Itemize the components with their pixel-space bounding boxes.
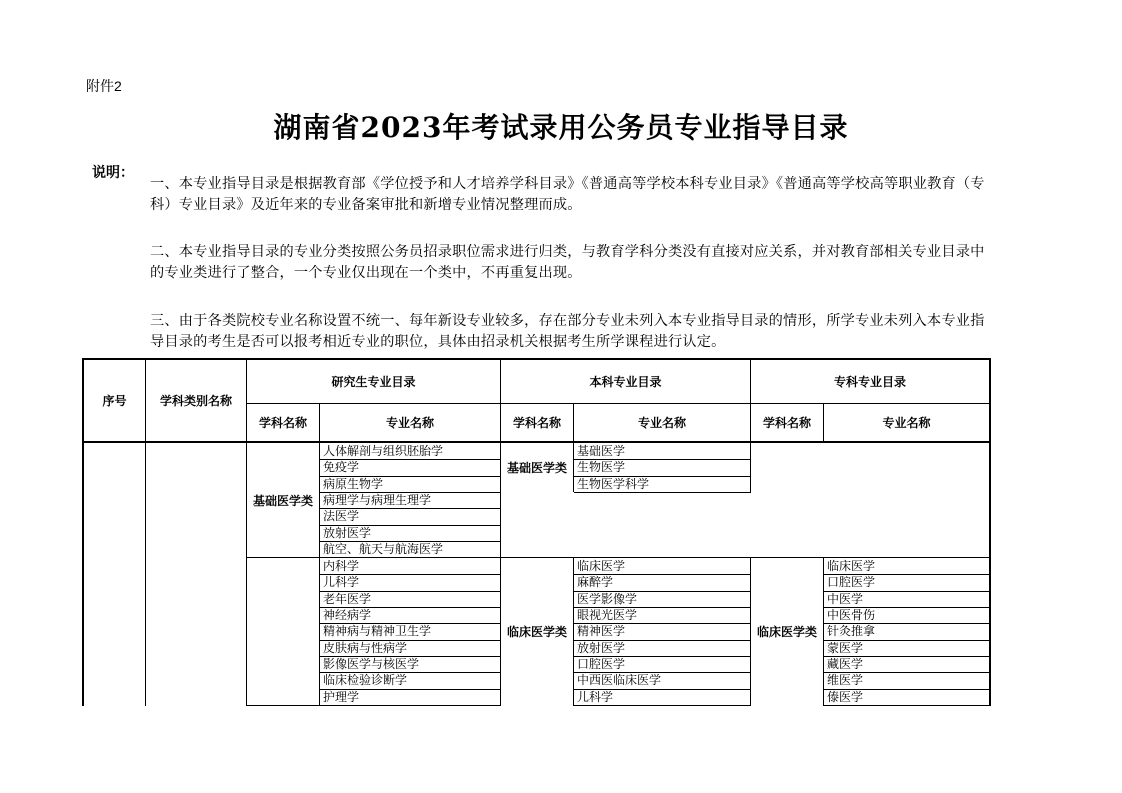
college-major-cell: 蒙医学 — [827, 640, 864, 655]
undergrad-major-cell: 儿科学 — [577, 689, 614, 704]
college-subject-line — [823, 558, 824, 706]
col-header-grad: 研究生专业目录 — [331, 375, 416, 389]
grad-major-cell: 神经病学 — [323, 608, 372, 622]
grad-subject-cell: 基础医学类 — [247, 443, 319, 557]
undergrad-major-cell: 精神医学 — [577, 624, 626, 639]
undergrad-major-cell: 放射医学 — [577, 640, 626, 655]
college-major-cell: 傣医学 — [827, 689, 864, 704]
grad-major-cell: 临床检验诊断学 — [323, 673, 408, 688]
grad-major-cell: 护理学 — [323, 689, 360, 704]
grad-major-cell: 病理学与病理生理学 — [323, 492, 432, 507]
grad-major-cell: 病原生物学 — [323, 476, 384, 491]
undergrad-subject-line — [573, 558, 574, 706]
note-paragraph-3: 三、由于各类院校专业名称设置不统一、每年新设专业较多，存在部分专业未列入本专业指导目录的情形，所学专业未列入本专业指导目录的考生是否可以报考相近专业的职位，具体由招录机关根据考生所学课程进行认定。 — [150, 313, 985, 350]
grad-major-cell: 影像医学与核医学 — [323, 656, 420, 671]
grad-major-cell: 放射医学 — [323, 525, 372, 540]
note-paragraph-2: 二、本专业指导目录的专业分类按照公务员招录职位需求进行归类，与教育学科分类没有直接对应关系，并对教育部相关专业目录中的专业类进行了整合，一个专业仅出现在一个类中，不再重复出现。 — [150, 244, 985, 281]
grad-subject-line — [319, 443, 320, 557]
college-major-cell: 针灸推拿 — [827, 624, 876, 639]
undergrad-major-cell: 生物医学 — [577, 460, 626, 475]
undergrad-major-cell: 中西医临床医学 — [577, 673, 662, 688]
col-header-category: 学科类别名称 — [159, 394, 232, 408]
grad-major-cell: 人体解剖与组织胚胎学 — [323, 444, 444, 458]
college-major-cell: 临床医学 — [827, 559, 876, 574]
grad-major-header: 专业名称 — [385, 416, 434, 430]
table-border — [989, 358, 991, 706]
undergrad-major-cell: 麻醉学 — [577, 575, 614, 590]
college-major-cell: 口腔医学 — [827, 575, 876, 590]
college-major-cell: 中医学 — [827, 591, 864, 606]
page-title: 湖南省2023年考试录用公务员专业指导目录 — [273, 111, 849, 144]
undergrad-major-cell: 生物医学科学 — [577, 476, 650, 491]
college-row-line — [824, 705, 990, 706]
major-catalog-table — [82, 358, 991, 706]
grad-major-cell: 内科学 — [323, 559, 360, 574]
notes-label: 说明： — [92, 165, 134, 181]
college-subject-header: 学科名称 — [762, 416, 811, 430]
grad-major-cell: 老年医学 — [323, 591, 372, 606]
grad-group-line — [247, 705, 500, 706]
college-major-cell: 中医骨伤 — [827, 608, 876, 622]
grad-subject-cell — [247, 558, 319, 705]
undergrad-row-line — [574, 705, 751, 706]
college-subject-cell: 临床医学类 — [751, 558, 823, 705]
undergrad-subject-cell: 基础医学类 — [501, 443, 573, 492]
college-major-cell: 维医学 — [827, 673, 864, 688]
college-major-cell: 藏医学 — [827, 656, 864, 671]
note-paragraph-1: 一、本专业指导目录是根据教育部《学位授予和人才培养学科目录》《普通高等学校本科专业目录》《普通高等学校高等职业教育（专科）专业目录》及近年来的专业备案审批和新增专业情况整理而成。 — [150, 176, 985, 213]
grad-major-cell: 航空、航天与航海医学 — [323, 541, 444, 556]
grad-major-cell: 免疫学 — [323, 460, 360, 475]
undergrad-major-cell: 临床医学 — [577, 559, 626, 574]
undergrad-major-cell: 口腔医学 — [577, 656, 626, 671]
undergrad-right-line — [750, 443, 751, 492]
undergrad-row-line — [574, 492, 751, 493]
grad-major-cell: 儿科学 — [323, 575, 360, 590]
undergrad-subject-header: 学科名称 — [512, 416, 561, 430]
undergrad-major-cell: 基础医学 — [577, 444, 626, 458]
grad-major-cell: 精神病与精神卫生学 — [323, 624, 432, 639]
grad-subject-header: 学科名称 — [258, 416, 307, 430]
undergrad-major-header: 专业名称 — [637, 416, 686, 430]
grad-major-cell: 皮肤病与性病学 — [323, 640, 408, 655]
college-major-header: 专业名称 — [882, 416, 931, 430]
grad-major-cell: 法医学 — [323, 509, 360, 524]
col-header-index: 序号 — [102, 394, 127, 408]
col-header-undergrad: 本科专业目录 — [589, 375, 662, 389]
undergrad-major-cell: 眼视光医学 — [577, 608, 638, 622]
grad-subject-line — [319, 558, 320, 705]
undergrad-major-cell: 医学影像学 — [577, 591, 638, 606]
undergrad-subject-cell: 临床医学类 — [501, 558, 573, 705]
attachment-label: 附件2 — [86, 78, 122, 94]
undergrad-subject-line — [573, 443, 574, 492]
col-header-college: 专科专业目录 — [833, 375, 906, 389]
